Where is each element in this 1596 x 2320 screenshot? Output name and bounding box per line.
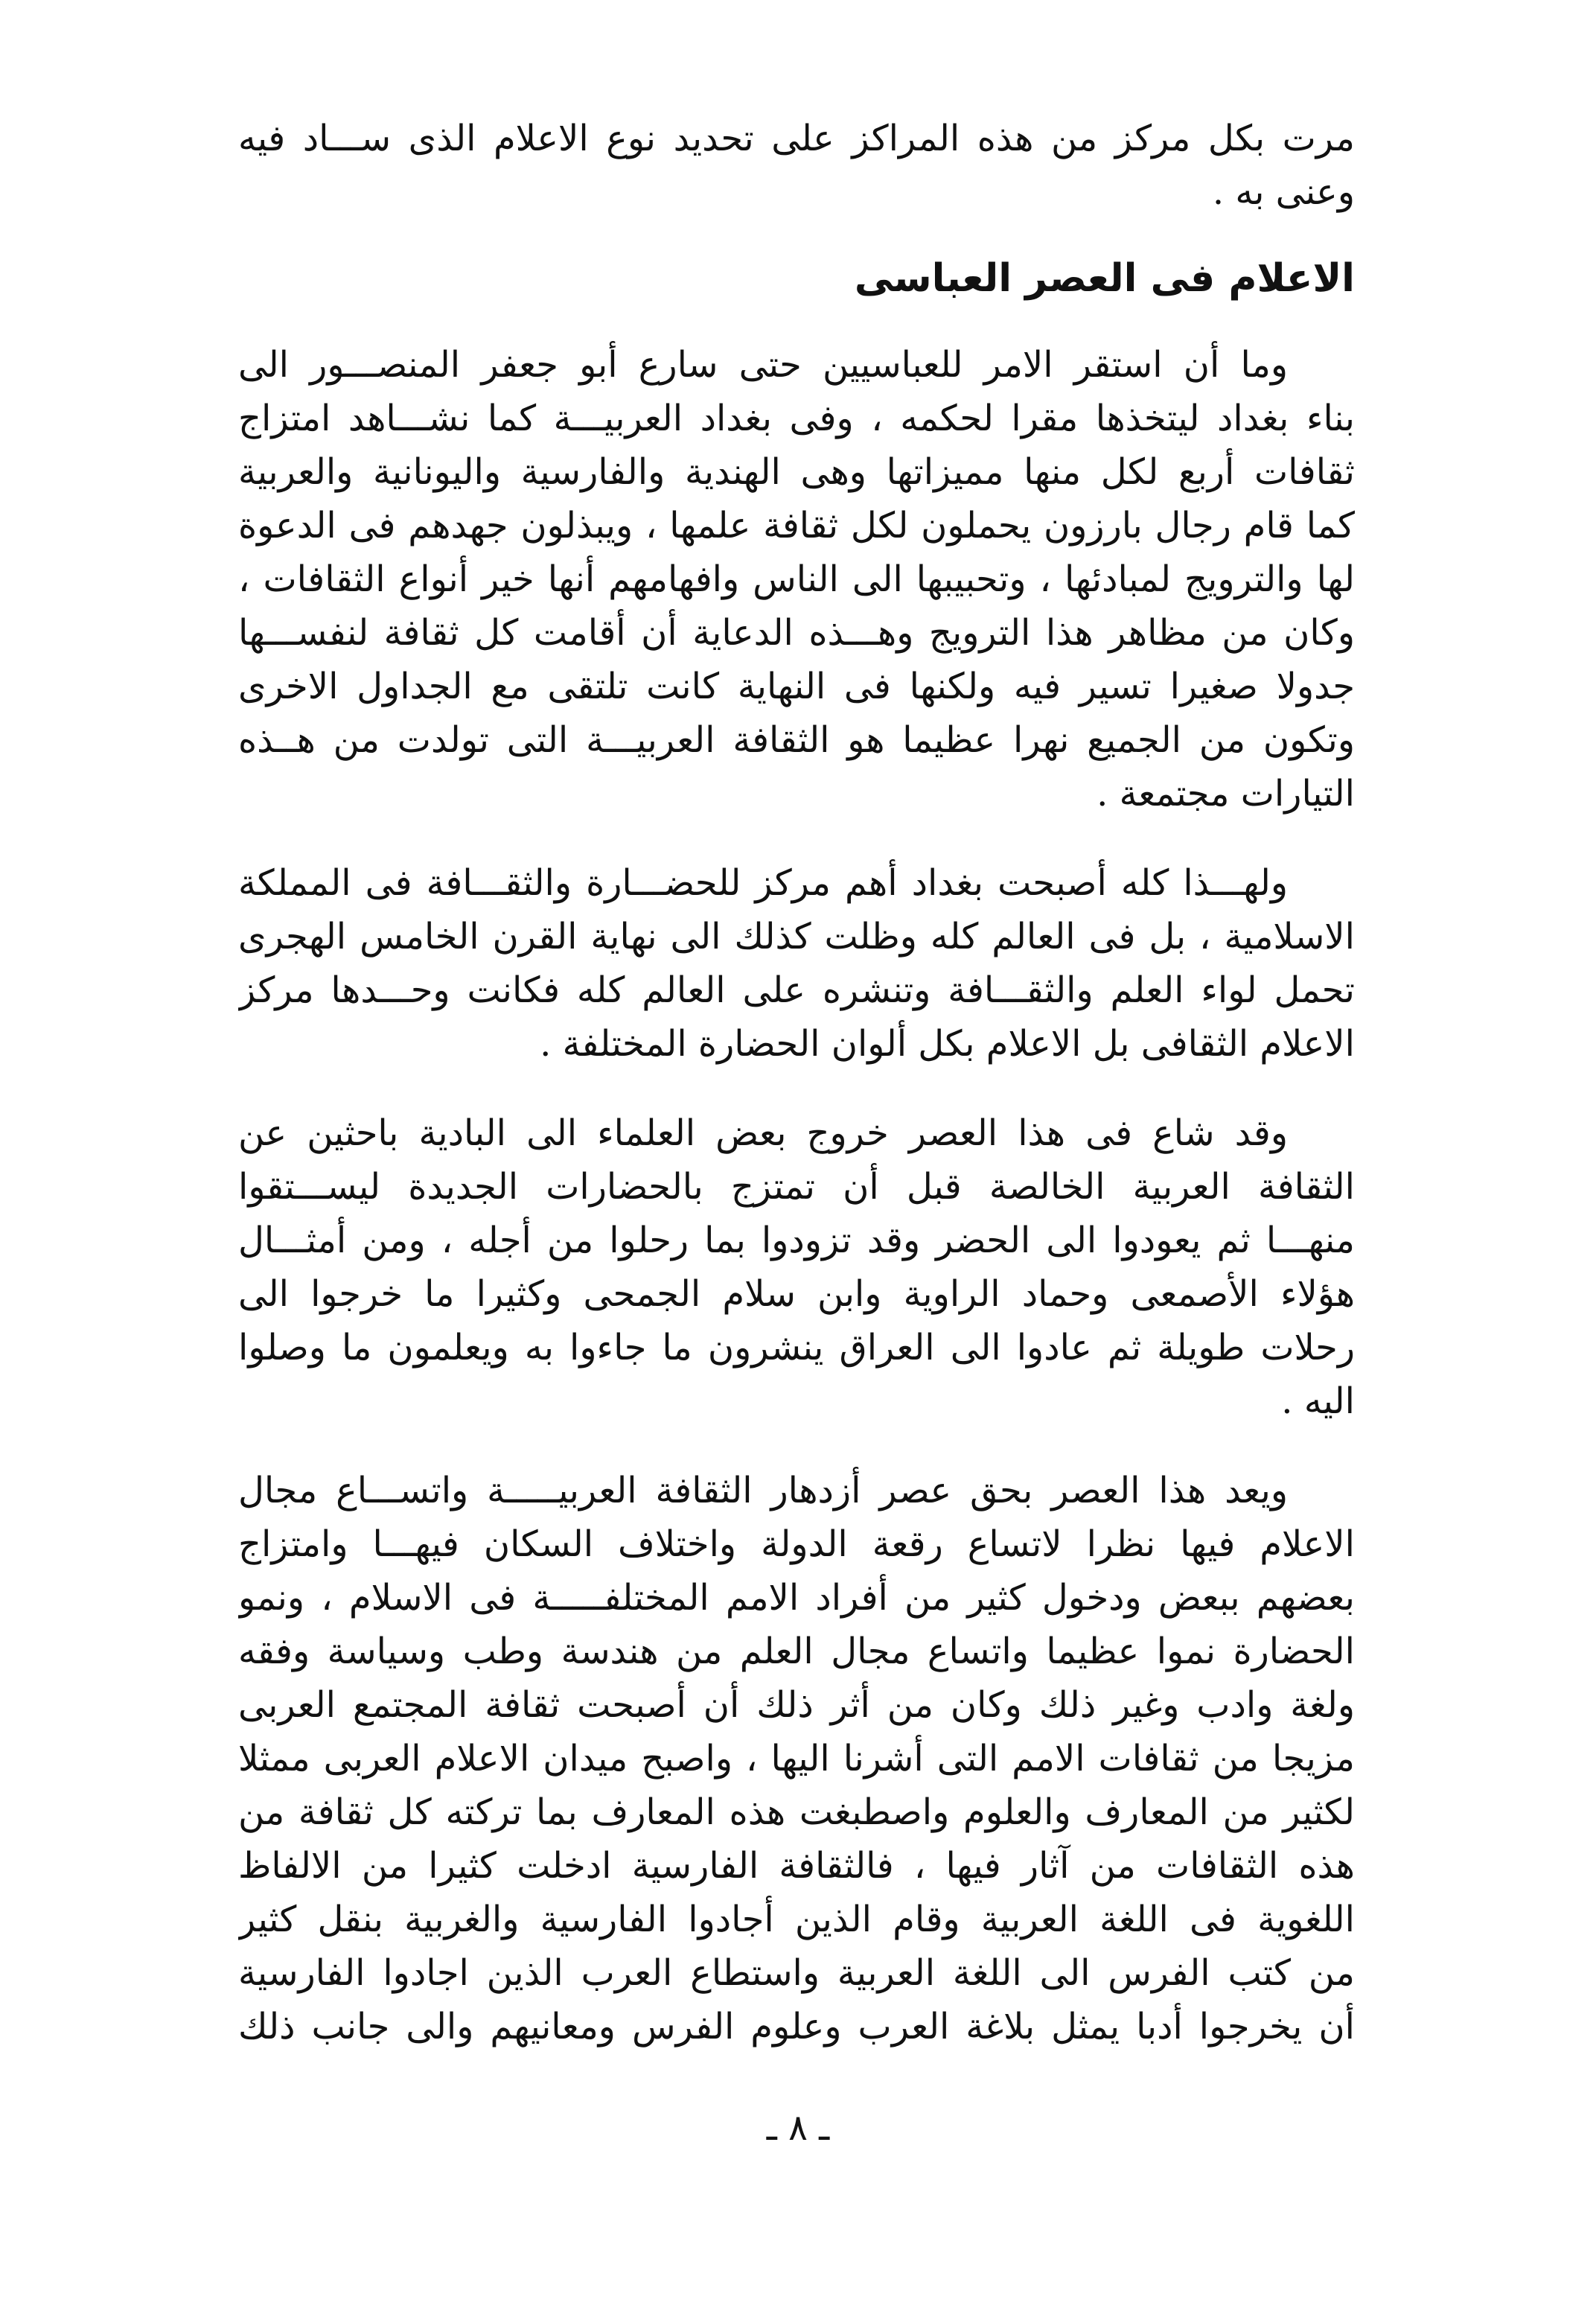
text-line: جدولا صغيرا تسير فيه ولكنها فى النهاية كانت تلتقى مع الجداول الاخرى <box>238 666 1355 707</box>
text-line: ولغة وادب وغير ذلك وكان من أثر ذلك أن أصبحت ثقافة المجتمع العربى <box>238 1684 1355 1726</box>
text-line: مزيجا من ثقافات الامم التى أشرنا اليها ، واصبح ميدان الاعلام العربى ممثلا <box>238 1738 1355 1779</box>
text-line: وما أن استقر الامر للعباسيين حتى سارع أبو جعفر المنصـــور الى <box>238 344 1289 386</box>
text-line: ويعد هذا العصر بحق عصر أزدهار الثقافة العربيـــــة واتســـاع مجال <box>238 1470 1288 1511</box>
text-line: لكثير من المعارف والعلوم واصطبغت هذه المعارف بما تركته كل ثقافة من <box>238 1791 1355 1833</box>
paragraph-4 <box>238 1464 1355 2053</box>
text-line: رحلات طويلة ثم عادوا الى العراق ينشرون ما جاءوا به ويعلمون ما وصلوا <box>238 1327 1355 1368</box>
intro-paragraph <box>238 112 1355 219</box>
text-line: كما قام رجال بارزون يحملون لكل ثقافة علمها ، ويبذلون جهدهم فى الدعوة <box>238 505 1355 546</box>
text-line: مرت بكل مركز من هذه المراكز على تحديد نوع الاعلام الذى ســـاد فيه <box>238 118 1355 159</box>
text-line: اللغوية فى اللغة العربية وقام الذين أجادوا الفارسية والغربية بنقل كثير <box>238 1899 1355 1940</box>
text-line: تحمل لواء العلم والثقـــافة وتنشره على العالم كله فكانت وحـــدها مركز <box>238 969 1355 1011</box>
paragraph-3 <box>238 1106 1355 1428</box>
text-line: بناء بغداد ليتخذها مقرا لحكمه ، وفى بغداد العربيـــة كما نشـــاهد امتزاج <box>238 398 1355 439</box>
text-line: منهـــا ثم يعودوا الى الحضر وقد تزودوا بما رحلوا من أجله ، ومن أمثـــال <box>238 1220 1355 1261</box>
paragraph-1 <box>238 338 1355 820</box>
text-line: بعضهم ببعض ودخول كثير من أفراد الامم المختلفـــــة فى الاسلام ، ونمو <box>238 1577 1355 1619</box>
text-line: وكان من مظاهر هذا الترويج وهـــذه الدعاية أن أقامت كل ثقافة لنفســـها <box>238 612 1355 654</box>
paragraph-2 <box>238 856 1355 1071</box>
text-line: الثقافة العربية الخالصة قبل أن تمتزج بالحضارات الجديدة ليســـتقوا <box>238 1166 1355 1208</box>
text-line: التيارات مجتمعة . <box>1097 773 1355 815</box>
text-line: الاسلامية ، بل فى العالم كله وظلت كذلك الى نهاية القرن الخامس الهجرى <box>238 916 1355 957</box>
text-line: من كتب الفرس الى اللغة العربية واستطاع العرب الذين اجادوا الفارسية <box>238 1952 1355 1994</box>
text-line: اليه . <box>1281 1380 1355 1422</box>
text-line: وتكون من الجميع نهرا عظيما هو الثقافة العربيـــة التى تولدت من هــذه <box>238 719 1355 761</box>
text-line: وعنى به . <box>1212 171 1355 213</box>
section-heading: الاعلام فى العصر العباسى <box>854 256 1355 301</box>
text-line: هؤلاء الأصمعى وحماد الراوية وابن سلام الجمحى وكثيرا ما خرجوا الى <box>238 1273 1355 1315</box>
document-page <box>238 112 1355 2053</box>
text-line: أن يخرجوا أدبا يمثل بلاغة العرب وعلوم الفرس ومعانيهم والى جانب ذلك <box>238 2006 1355 2047</box>
text-line: وقد شاع فى هذا العصر خروج بعض العلماء الى البادية باحثين عن <box>238 1112 1288 1154</box>
text-line: الاعلام الثقافى بل الاعلام بكل ألوان الحضارة المختلفة . <box>540 1023 1355 1065</box>
text-line: الاعلام فيها نظرا لاتساع رقعة الدولة واختلاف السكان فيهـــا وامتزاج <box>238 1523 1355 1565</box>
text-line: ولهـــذا كله أصبحت بغداد أهم مركز للحضـــارة والثقـــافة فى المملكة <box>238 862 1288 904</box>
text-line: لها والترويج لمبادئها ، وتحبيبها الى الناس وافهامهم أنها خير أنواع الثقافات ، <box>238 558 1355 600</box>
text-line: ثقافات أربع لكل منها مميزاتها وهى الهندية والفارسية واليونانية والعربية <box>238 451 1355 493</box>
page-number: ـ ٨ ـ <box>766 2107 830 2149</box>
text-line: الحضارة نموا عظيما واتساع مجال العلم من هندسة وطب وسياسة وفقه <box>238 1631 1355 1672</box>
text-line: هذه الثقافات من آثار فيها ، فالثقافة الفارسية ادخلت كثيرا من الالفاظ <box>238 1845 1355 1887</box>
